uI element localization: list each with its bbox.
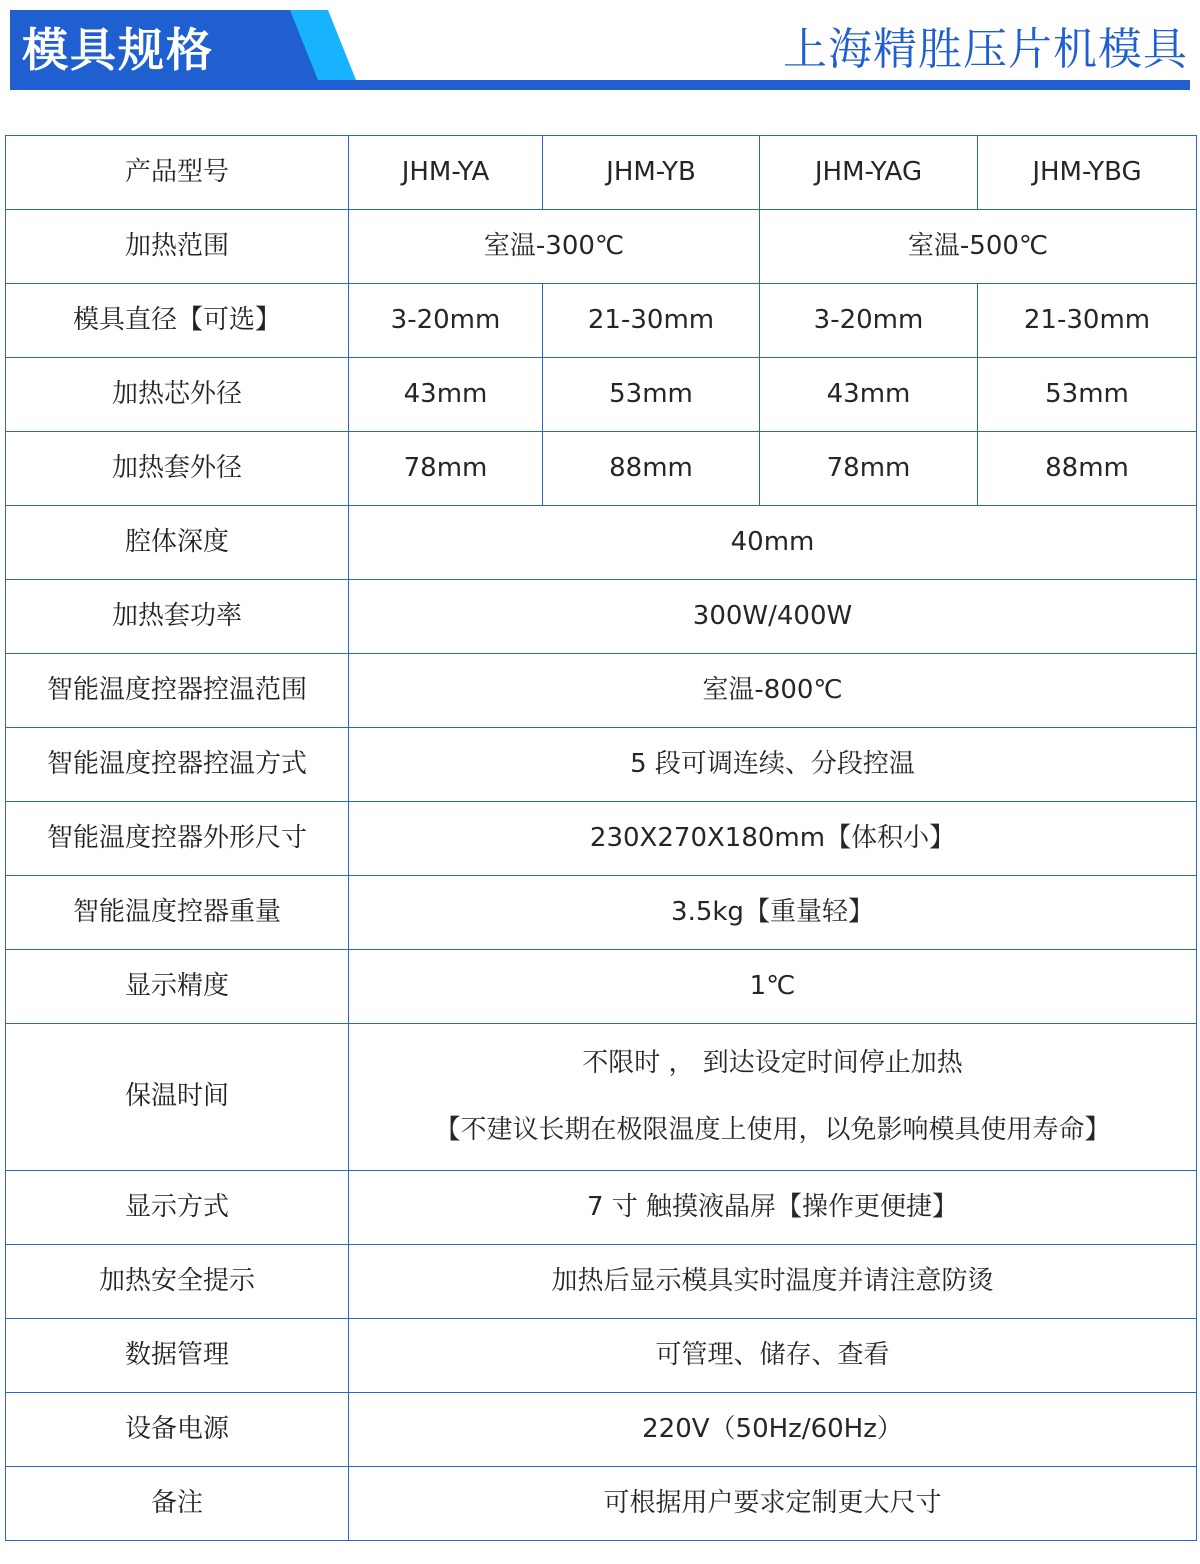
- row-label: 加热套功率: [6, 580, 349, 654]
- value-cell: 78mm: [760, 432, 978, 506]
- table-row-model: [6, 136, 1197, 210]
- model-cell: JHM-YBG: [978, 136, 1197, 210]
- table-row-hold-time: [6, 1024, 1197, 1171]
- model-cell: JHM-YB: [543, 136, 760, 210]
- table-row-ctrl-mode: [6, 728, 1197, 802]
- value-cell: 40mm: [349, 506, 1197, 580]
- row-label: 数据管理: [6, 1319, 349, 1393]
- value-cell: 3-20mm: [760, 284, 978, 358]
- value-cell: 53mm: [978, 358, 1197, 432]
- value-cell: 可根据用户要求定制更大尺寸: [349, 1467, 1197, 1541]
- table-row-safety: [6, 1245, 1197, 1319]
- row-label: 加热范围: [6, 210, 349, 284]
- table-row-display-mode: [6, 1171, 1197, 1245]
- value-cell: 加热后显示模具实时温度并请注意防烫: [349, 1245, 1197, 1319]
- row-label: 智能温度控器控温方式: [6, 728, 349, 802]
- value-cell: 室温-800℃: [349, 654, 1197, 728]
- value-cell: 3.5kg【重量轻】: [349, 876, 1197, 950]
- table-row-core-od: [6, 358, 1197, 432]
- row-label: 显示方式: [6, 1171, 349, 1245]
- row-label: 备注: [6, 1467, 349, 1541]
- value-cell: 21-30mm: [978, 284, 1197, 358]
- table-row-data-mgmt: [6, 1319, 1197, 1393]
- value-cell: 7 寸 触摸液晶屏【操作更便捷】: [349, 1171, 1197, 1245]
- value-cell: 220V（50Hz/60Hz）: [349, 1393, 1197, 1467]
- value-cell: 230X270X180mm【体积小】: [349, 802, 1197, 876]
- value-cell: 5 段可调连续、分段控温: [349, 728, 1197, 802]
- page-title: 模具规格: [22, 23, 214, 77]
- row-label: 加热套外径: [6, 432, 349, 506]
- table-row-mold-diameter: [6, 284, 1197, 358]
- table-row-remarks: [6, 1467, 1197, 1541]
- table-row-cavity-depth: [6, 506, 1197, 580]
- row-label: 保温时间: [6, 1024, 349, 1171]
- row-label: 产品型号: [6, 136, 349, 210]
- value-cell: 88mm: [978, 432, 1197, 506]
- value-cell: 室温-300℃: [349, 210, 760, 284]
- row-label: 智能温度控器重量: [6, 876, 349, 950]
- table-row-heating-range: [6, 210, 1197, 284]
- value-cell: 3-20mm: [349, 284, 543, 358]
- table-row-power-supply: [6, 1393, 1197, 1467]
- row-label: 智能温度控器控温范围: [6, 654, 349, 728]
- model-cell: JHM-YAG: [760, 136, 978, 210]
- spec-table: [5, 135, 1197, 1541]
- table-row-display-precision: [6, 950, 1197, 1024]
- hold-time-line: 不限时 ， 到达设定时间停止加热: [582, 1047, 963, 1078]
- value-cell: 43mm: [349, 358, 543, 432]
- value-cell: 78mm: [349, 432, 543, 506]
- hold-time-note: 【不建议长期在极限温度上使用，以免影响模具使用寿命】: [434, 1115, 1111, 1145]
- table-row-ctrl-range: [6, 654, 1197, 728]
- model-cell: JHM-YA: [349, 136, 543, 210]
- row-label: 设备电源: [6, 1393, 349, 1467]
- value-cell: 21-30mm: [543, 284, 760, 358]
- header-banner: [0, 0, 1200, 100]
- value-cell: 300W/400W: [349, 580, 1197, 654]
- brand-name: 上海精胜压片机模具: [783, 24, 1188, 75]
- value-cell: [349, 1024, 1197, 1171]
- value-cell: 88mm: [543, 432, 760, 506]
- header-underline: [10, 80, 1190, 90]
- table-row-sleeve-power: [6, 580, 1197, 654]
- value-cell: 可管理、储存、查看: [349, 1319, 1197, 1393]
- value-cell: 53mm: [543, 358, 760, 432]
- row-label: 智能温度控器外形尺寸: [6, 802, 349, 876]
- value-cell: 1℃: [349, 950, 1197, 1024]
- value-cell: 43mm: [760, 358, 978, 432]
- table-row-ctrl-size: [6, 802, 1197, 876]
- row-label: 加热安全提示: [6, 1245, 349, 1319]
- row-label: 腔体深度: [6, 506, 349, 580]
- table-row-sleeve-od: [6, 432, 1197, 506]
- table-row-ctrl-weight: [6, 876, 1197, 950]
- row-label: 加热芯外径: [6, 358, 349, 432]
- row-label: 显示精度: [6, 950, 349, 1024]
- row-label: 模具直径【可选】: [6, 284, 349, 358]
- value-cell: 室温-500℃: [760, 210, 1197, 284]
